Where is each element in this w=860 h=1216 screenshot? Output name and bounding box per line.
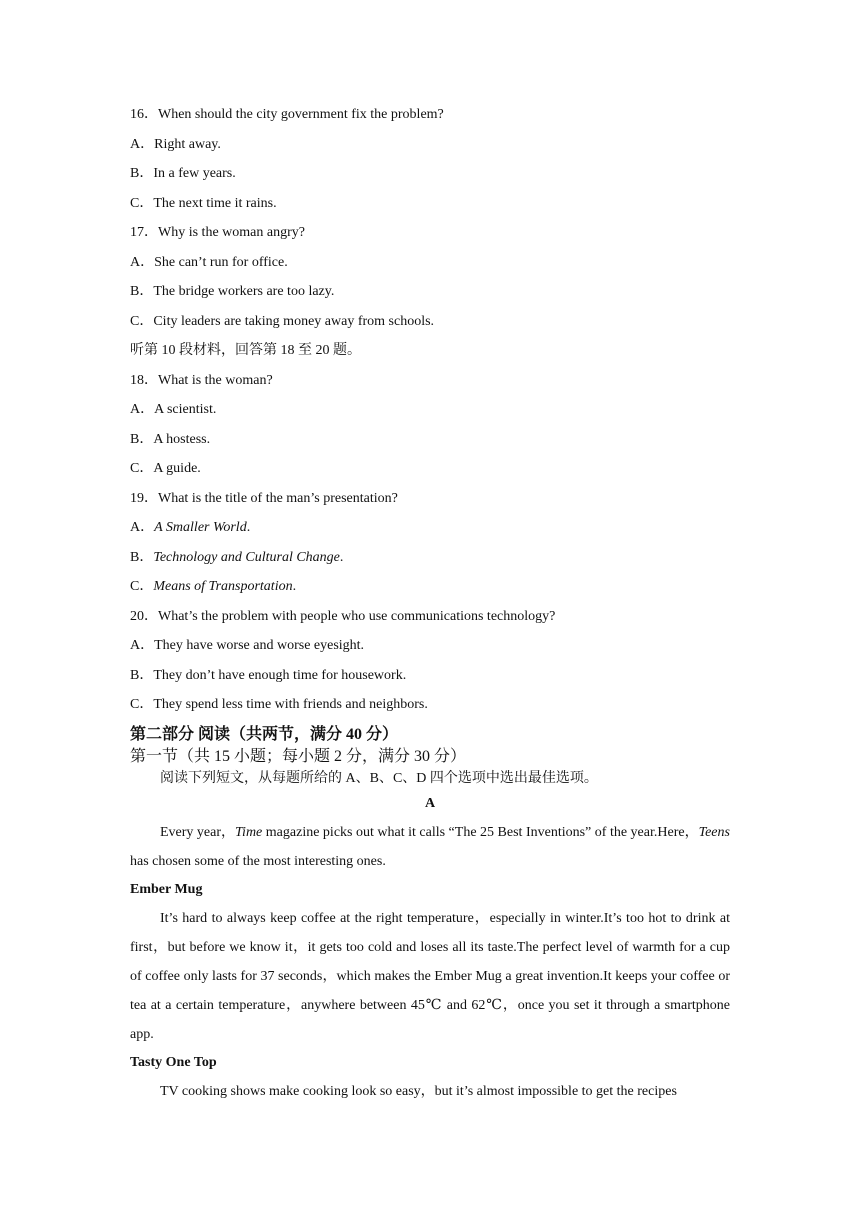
option-text: The next time it rains.	[153, 195, 277, 211]
document-content	[130, 100, 730, 1106]
option-letter: A．	[130, 638, 155, 653]
option-letter: A．	[130, 136, 155, 152]
section-text-tasty-one-top: TV cooking shows make cooking look so easy，but it’s almost impossible to get the recipes	[160, 1083, 677, 1099]
option-letter: C．	[130, 313, 154, 329]
answer-option	[130, 631, 730, 661]
section-text-ember-mug: It’s hard to always keep coffee at the right temperature，especially in winter.It’s too hot to drink at first，but before we know it，it gets too cold and loses all its taste.The perfect level of warmth for a cup of coffee only lasts for 37 seconds，which makes the Ember Mug a great invention.It keeps your coffee or tea at a certain temperature，anywhere between 45℃ and 62℃，once you set it through a smartphone app.	[130, 910, 730, 1042]
question-stem: 19．What is the title of the man’s presentation?	[130, 490, 398, 506]
answer-option	[130, 395, 730, 425]
question-stem: 20．What’s the problem with people who use communications technology?	[130, 608, 556, 624]
option-letter: B．	[130, 284, 154, 299]
option-letter: B．	[130, 549, 154, 565]
option-letter: A．	[130, 254, 155, 270]
option-letter: C．	[130, 195, 154, 211]
answer-option	[130, 130, 730, 160]
option-letter: A．	[130, 402, 155, 417]
answer-option	[130, 690, 730, 720]
listening-note: 听第 10 段材料，回答第 18 至 20 题。	[130, 343, 361, 358]
option-suffix: .	[246, 520, 251, 535]
option-letter: B．	[130, 431, 154, 447]
intro-text-2: magazine picks out what it calls “The 25 Best Inventions” of the year.Here，	[262, 824, 699, 840]
option-text: The bridge workers are too lazy.	[153, 284, 335, 299]
part-two-title: 第二部分 阅读（共两节，满分 40 分）	[130, 725, 399, 743]
answer-option	[130, 661, 730, 691]
section-heading-tasty-one-top: Tasty One Top	[130, 1054, 217, 1070]
answer-option	[130, 425, 730, 455]
answer-option	[130, 572, 730, 602]
answer-option	[130, 248, 730, 278]
intro-text-3: has chosen some of the most interesting ones.	[130, 853, 386, 869]
question-block-18-20	[130, 366, 730, 720]
option-text: Technology and Cultural Change	[153, 549, 340, 565]
option-suffix: .	[339, 549, 344, 565]
question-stem: 18．What is the woman?	[130, 372, 273, 388]
part-two-subtitle: 第一节（共 15 小题；每小题 2 分，满分 30 分）	[130, 747, 467, 765]
option-text: Means of Transportation	[153, 579, 293, 594]
option-text: In a few years.	[153, 166, 236, 181]
option-letter: C．	[130, 697, 154, 712]
teens-name: Teens	[698, 824, 730, 840]
answer-option	[130, 513, 730, 543]
option-text: A Smaller World	[154, 520, 247, 535]
magazine-name: Time	[235, 824, 263, 840]
option-text: Right away.	[154, 136, 221, 152]
option-text: They don’t have enough time for housework.	[153, 667, 407, 683]
answer-option	[130, 454, 730, 484]
option-letter: C．	[130, 461, 154, 476]
option-text: They have worse and worse eyesight.	[154, 638, 365, 653]
answer-option	[130, 543, 730, 573]
option-letter: B．	[130, 667, 154, 683]
option-letter: B．	[130, 166, 154, 181]
question-stem: 17．Why is the woman angry?	[130, 225, 305, 240]
option-text: A guide.	[153, 461, 201, 476]
answer-option	[130, 277, 730, 307]
option-suffix: .	[292, 579, 297, 594]
passage-label: A	[424, 795, 436, 811]
section-heading-ember-mug: Ember Mug	[130, 881, 203, 897]
question-stem: 16．When should the city government fix the problem?	[130, 107, 444, 122]
option-text: She can’t run for office.	[154, 254, 288, 270]
answer-option	[130, 159, 730, 189]
answer-option	[130, 189, 730, 219]
question-block-16-17	[130, 100, 730, 336]
option-letter: C．	[130, 579, 154, 594]
option-letter: A．	[130, 520, 155, 535]
option-text: City leaders are taking money away from schools.	[153, 313, 435, 329]
option-text: A scientist.	[154, 402, 217, 417]
option-text: They spend less time with friends and neighbors.	[153, 697, 428, 712]
reading-instruction: 阅读下列短文，从每题所给的 A、B、C、D 四个选项中选出最佳选项。	[160, 770, 598, 786]
passage-intro	[130, 818, 730, 876]
option-text: A hostess.	[153, 431, 211, 447]
intro-text-1: Every year，	[160, 824, 236, 840]
answer-option	[130, 307, 730, 337]
